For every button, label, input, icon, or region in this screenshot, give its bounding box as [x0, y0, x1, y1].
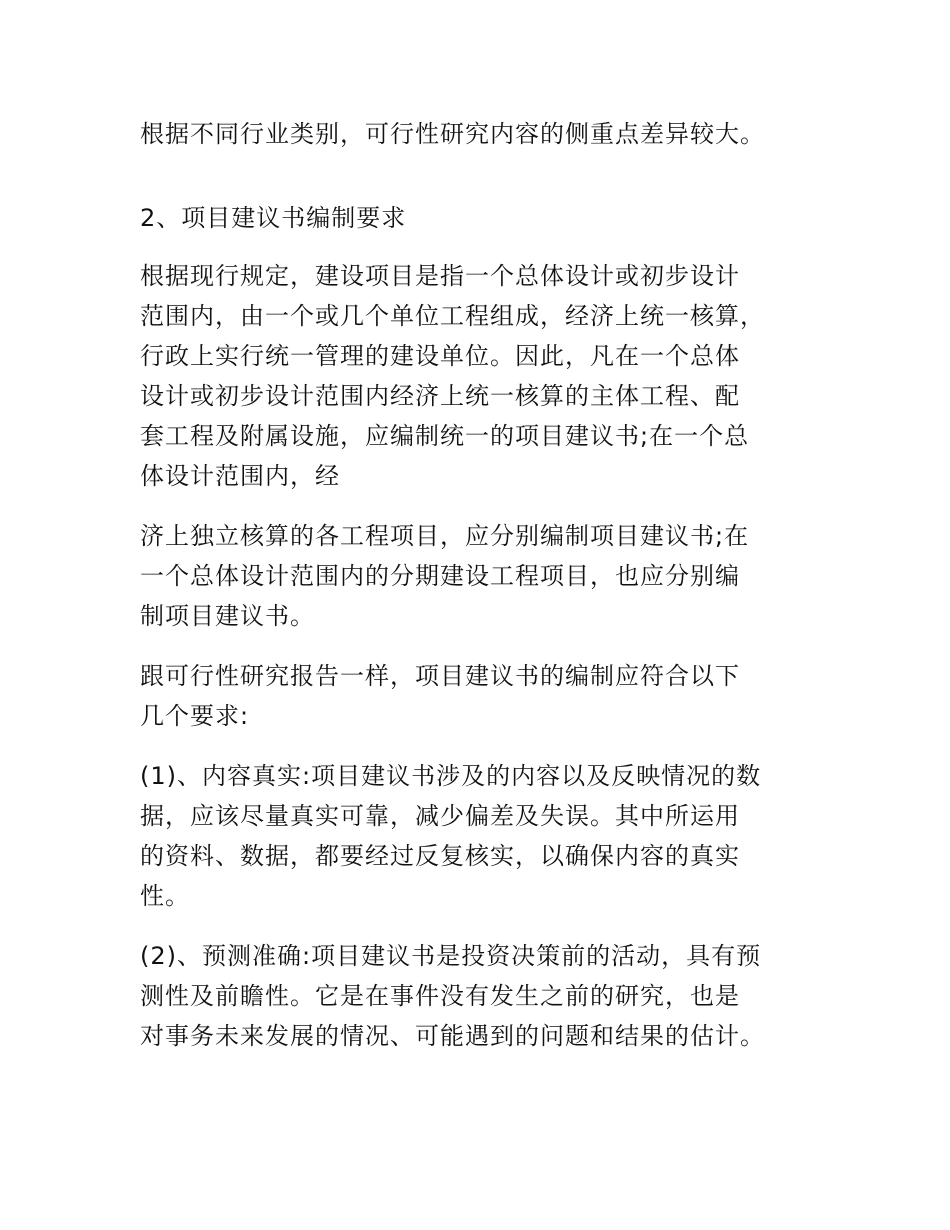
paragraph-definition: 根据现行规定，建设项目是指一个总体设计或初步设计 范围内，由一个或几个单位工程组成，经济上统一核算， 行政上实行统一管理的建设单位。因此，凡在一个总体 设计或初步设计范围内经济上统一核算的主体工程、配 套工程及附属设施，应编制统一的项目建议书;在一个总 体设计范围内，经 — [140, 262, 765, 490]
list-item-content-true: (1)、内容真实:项目建议书涉及的内容以及反映情况的数 据，应该尽量真实可靠，减少偏差及失误。其中所运用 的资料、数据，都要经过反复核实，以确保内容的真实 性。 — [140, 762, 762, 910]
paragraph-continuation: 济上独立核算的各工程项目，应分别编制项目建议书;在 一个总体设计范围内的分期建设工程项目，也应分别编 制项目建议书。 — [140, 522, 750, 630]
paragraph-requirements-intro: 跟可行性研究报告一样，项目建议书的编制应符合以下 几个要求: — [140, 662, 740, 730]
paragraph-intro: 根据不同行业类别，可行性研究内容的侧重点差异较大。 — [140, 120, 765, 148]
document-body — [140, 114, 820, 1056]
list-item-accurate-forecast: (2)、预测准确:项目建议书是投资决策前的活动，具有预 测性及前瞻性。它是在事件没有发生之前的研究，也是 对事务未来发展的情况、可能遇到的问题和结果的估计。 — [140, 942, 765, 1050]
section-heading: 2、项目建议书编制要求 — [140, 204, 407, 232]
